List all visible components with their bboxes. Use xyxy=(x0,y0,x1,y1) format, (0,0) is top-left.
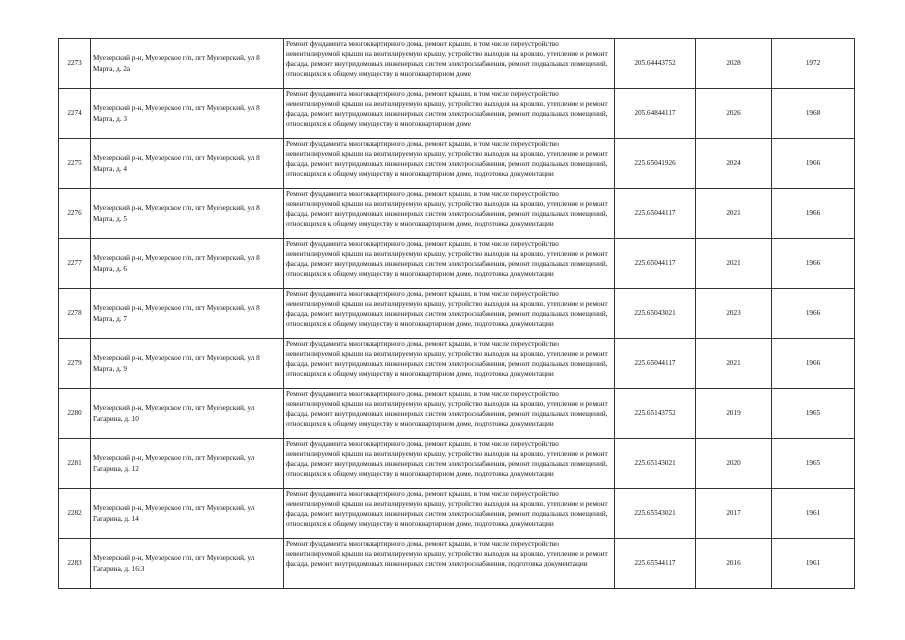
table-row xyxy=(59,139,855,189)
build-year-cell: 1972 xyxy=(772,39,855,89)
capital-repair-table xyxy=(58,38,855,589)
table-row xyxy=(59,89,855,139)
cost-cell: 225.65044117 xyxy=(615,339,696,389)
repair-year-cell: 2016 xyxy=(696,539,772,589)
work-description-cell: Ремонт фундамента многоквартирного дома, ремонт крыши, в том числе переустройство невентилируемой крыши на вентилируемую крышу, устройство выходов на кровлю, утепление и ремонт фасада, ремонт внутридомовых инженерных систем электроснабжения, ремонт подвальных помещений, относящихся к общему имуществу в многоквартирном доме, подготовка документации xyxy=(284,339,615,389)
row-number: 2274 xyxy=(59,89,91,139)
row-number: 2283 xyxy=(59,539,91,589)
table-row xyxy=(59,189,855,239)
repair-year-cell: 2021 xyxy=(696,239,772,289)
address-cell: Муезерский р-н, Муезерское г/п, пгт Муезерский, ул 8 Марта, д. 6 xyxy=(91,239,284,289)
cost-cell: 225.65143752 xyxy=(615,389,696,439)
cost-cell: 225.65044117 xyxy=(615,239,696,289)
address-cell: Муезерский р-н, Муезерское г/п, пгт Муезерский, ул 8 Марта, д. 9 xyxy=(91,339,284,389)
build-year-cell: 1968 xyxy=(772,89,855,139)
table-row xyxy=(59,239,855,289)
document-page xyxy=(58,38,854,589)
build-year-cell: 1965 xyxy=(772,439,855,489)
build-year-cell: 1965 xyxy=(772,389,855,439)
row-number: 2275 xyxy=(59,139,91,189)
address-cell: Муезерский р-н, Муезерское г/п, пгт Муезерский, ул Гагарина, д. 12 xyxy=(91,439,284,489)
cost-cell: 205.64443752 xyxy=(615,39,696,89)
build-year-cell: 1961 xyxy=(772,539,855,589)
address-cell: Муезерский р-н, Муезерское г/п, пгт Муезерский, ул 8 Марта, д. 4 xyxy=(91,139,284,189)
repair-year-cell: 2021 xyxy=(696,189,772,239)
build-year-cell: 1966 xyxy=(772,189,855,239)
cost-cell: 225.65543021 xyxy=(615,489,696,539)
cost-cell: 225.65043021 xyxy=(615,289,696,339)
address-cell: Муезерский р-н, Муезерское г/п, пгт Муезерский, ул 8 Марта, д. 3 xyxy=(91,89,284,139)
table-row xyxy=(59,289,855,339)
cost-cell: 225.65544117 xyxy=(615,539,696,589)
build-year-cell: 1966 xyxy=(772,339,855,389)
table-row xyxy=(59,339,855,389)
work-description-cell: Ремонт фундамента многоквартирного дома, ремонт крыши, в том числе переустройство невентилируемой крыши на вентилируемую крышу, устройство выходов на кровлю, утепление и ремонт фасада, ремонт внутридомовых инженерных систем электроснабжения, ремонт подвальных помещений, относящихся к общему имуществу в многоквартирном доме, подготовка документации xyxy=(284,289,615,339)
build-year-cell: 1966 xyxy=(772,139,855,189)
repair-year-cell: 2026 xyxy=(696,89,772,139)
build-year-cell: 1966 xyxy=(772,289,855,339)
table-row xyxy=(59,539,855,589)
cost-cell: 205.64844117 xyxy=(615,89,696,139)
row-number: 2278 xyxy=(59,289,91,339)
work-description-cell: Ремонт фундамента многоквартирного дома, ремонт крыши, в том числе переустройство невентилируемой крыши на вентилируемую крышу, устройство выходов на кровлю, утепление и ремонт фасада, ремонт внутридомовых инженерных систем электроснабжения, ремонт подвальных помещений, относящихся к общему имуществу в многоквартирном доме, подготовка документации xyxy=(284,389,615,439)
table-row xyxy=(59,39,855,89)
repair-year-cell: 2023 xyxy=(696,289,772,339)
address-cell: Муезерский р-н, Муезерское г/п, пгт Муезерский, ул 8 Марта, д. 7 xyxy=(91,289,284,339)
table-body xyxy=(59,39,855,589)
cost-cell: 225.65041926 xyxy=(615,139,696,189)
row-number: 2277 xyxy=(59,239,91,289)
work-description-cell: Ремонт фундамента многоквартирного дома, ремонт крыши, в том числе переустройство невентилируемой крыши на вентилируемую крышу, устройство выходов на кровлю, утепление и ремонт фасада, ремонт внутридомовых инженерных систем электроснабжения, ремонт подвальных помещений, относящихся к общему имуществу в многоквартирном доме, подготовка документации xyxy=(284,139,615,189)
work-description-cell: Ремонт фундамента многоквартирного дома, ремонт крыши, в том числе переустройство невентилируемой крыши на вентилируемую крышу, устройство выходов на кровлю, утепление и ремонт фасада, ремонт внутридомовых инженерных систем электроснабжения, ремонт подвальных помещений, относящихся к общему имуществу в многоквартирном доме, подготовка документации xyxy=(284,489,615,539)
cost-cell: 225.65044117 xyxy=(615,189,696,239)
build-year-cell: 1966 xyxy=(772,239,855,289)
table-row xyxy=(59,489,855,539)
row-number: 2281 xyxy=(59,439,91,489)
build-year-cell: 1961 xyxy=(772,489,855,539)
address-cell: Муезерский р-н, Муезерское г/п, пгт Муезерский, ул Гагарина, д. 10 xyxy=(91,389,284,439)
work-description-cell: Ремонт фундамента многоквартирного дома, ремонт крыши, в том числе переустройство невентилируемой крыши на вентилируемую крышу, устройство выходов на кровлю, утепление и ремонт фасада, ремонт внутридомовых инженерных систем электроснабжения, ремонт подвальных помещений, относящихся к общему имуществу в многоквартирном доме xyxy=(284,39,615,89)
row-number: 2280 xyxy=(59,389,91,439)
address-cell: Муезерский р-н, Муезерское г/п, пгт Муезерский, ул 8 Марта, д. 2а xyxy=(91,39,284,89)
repair-year-cell: 2028 xyxy=(696,39,772,89)
row-number: 2282 xyxy=(59,489,91,539)
address-cell: Муезерский р-н, Муезерское г/п, пгт Муезерский, ул Гагарина, д. 16:3 xyxy=(91,539,284,589)
repair-year-cell: 2024 xyxy=(696,139,772,189)
work-description-cell: Ремонт фундамента многоквартирного дома, ремонт крыши, в том числе переустройство невентилируемой крыши на вентилируемую крышу, устройство выходов на кровлю, утепление и ремонт фасада, ремонт внутридомовых инженерных систем электроснабжения, ремонт подвальных помещений, относящихся к общему имуществу в многоквартирном доме, подготовка документации xyxy=(284,239,615,289)
row-number: 2279 xyxy=(59,339,91,389)
work-description-cell: Ремонт фундамента многоквартирного дома, ремонт крыши, в том числе переустройство невентилируемой крыши на вентилируемую крышу, устройство выходов на кровлю, утепление и ремонт фасада, ремонт внутридомовых инженерных систем электроснабжения, ремонт подвальных помещений, относящихся к общему имуществу в многоквартирном доме xyxy=(284,89,615,139)
row-number: 2273 xyxy=(59,39,91,89)
work-description-cell: Ремонт фундамента многоквартирного дома, ремонт крыши, в том числе переустройство невентилируемой крыши на вентилируемую крышу, устройство выходов на кровлю, утепление и ремонт фасада, ремонт внутридомовых инженерных систем электроснабжения, ремонт подвальных помещений, относящихся к общему имуществу в многоквартирном доме, подготовка документации xyxy=(284,189,615,239)
repair-year-cell: 2020 xyxy=(696,439,772,489)
table-row xyxy=(59,439,855,489)
repair-year-cell: 2021 xyxy=(696,339,772,389)
repair-year-cell: 2017 xyxy=(696,489,772,539)
work-description-cell: Ремонт фундамента многоквартирного дома, ремонт крыши, в том числе переустройство невентилируемой крыши на вентилируемую крышу, устройство выходов на кровлю, утепление и ремонт фасада, ремонт внутридомовых инженерных систем электроснабжения, подготовка документации xyxy=(284,539,615,589)
cost-cell: 225.65143021 xyxy=(615,439,696,489)
address-cell: Муезерский р-н, Муезерское г/п, пгт Муезерский, ул 8 Марта, д. 5 xyxy=(91,189,284,239)
table-row xyxy=(59,389,855,439)
row-number: 2276 xyxy=(59,189,91,239)
work-description-cell: Ремонт фундамента многоквартирного дома, ремонт крыши, в том числе переустройство невентилируемой крыши на вентилируемую крышу, устройство выходов на кровлю, утепление и ремонт фасада, ремонт внутридомовых инженерных систем электроснабжения, ремонт подвальных помещений, относящихся к общему имуществу в многоквартирном доме, подготовка документации xyxy=(284,439,615,489)
repair-year-cell: 2019 xyxy=(696,389,772,439)
address-cell: Муезерский р-н, Муезерское г/п, пгт Муезерский, ул Гагарина, д. 14 xyxy=(91,489,284,539)
